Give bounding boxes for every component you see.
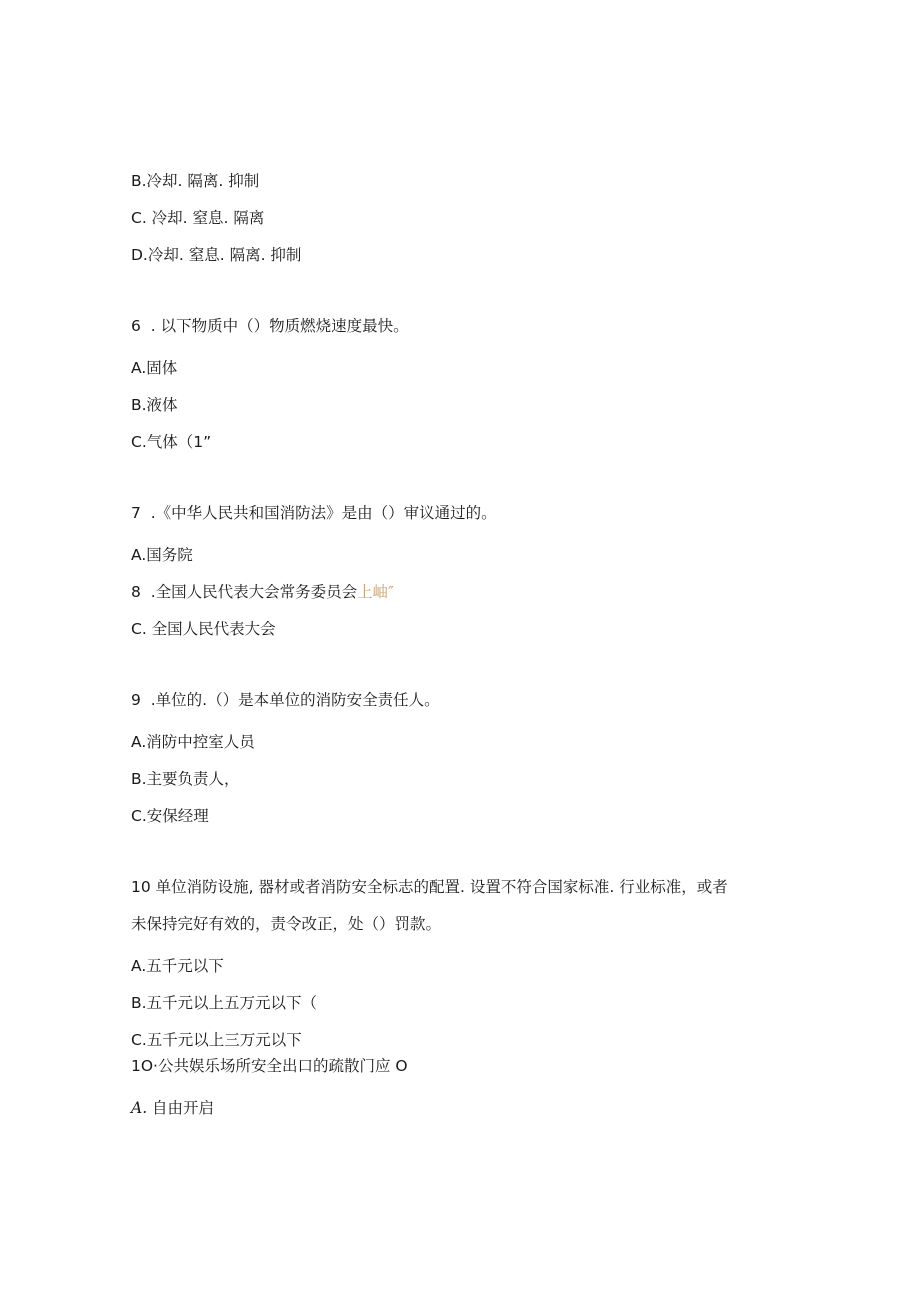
- option-c-q6: C.气体（1”: [131, 433, 212, 451]
- option-c-q10: C.五千元以上三万元以下: [131, 1031, 302, 1049]
- question-10-line1: 10 单位消防设施, 器材或者消防安全标志的配置. 设置不符合国家标准. 行业标准，或者: [131, 878, 728, 896]
- option-a-q10: A.五千元以下: [131, 957, 224, 975]
- question-6: 6 . 以下物质中（）物质燃烧速度最快。: [131, 317, 409, 335]
- option-b-q6: B.液体: [131, 396, 178, 414]
- question-8-line: [131, 582, 394, 602]
- question-8-text: 8 .全国人民代表大会常务委员会: [131, 583, 358, 601]
- option-c-q9: C.安保经理: [131, 807, 209, 825]
- option-d-q5: D.冷却. 窒息. 隔离. 抑制: [131, 246, 302, 264]
- question-9: 9 .单位的.（）是本单位的消防安全责任人。: [131, 691, 440, 709]
- question-7: 7 .《中华人民共和国消防法》是由（）审议通过的。: [131, 504, 497, 522]
- option-c-q5: C. 冷却. 窒息. 隔离: [131, 209, 265, 227]
- option-a-q9: A.消防中控室人员: [131, 733, 255, 751]
- option-b-q5: B.冷却. 隔离. 抑制: [131, 172, 260, 190]
- option-c-q7: C. 全国人民代表大会: [131, 620, 276, 638]
- option-b-q9: B.主要负责人，: [131, 770, 240, 788]
- option-a-q11: [131, 1098, 214, 1118]
- option-a-q11-text: 自由开启: [147, 1099, 215, 1117]
- question-11: 1O·公共娱乐场所安全出口的疏散门应 O: [131, 1057, 408, 1075]
- option-a-q11-letter: A.: [131, 1099, 148, 1117]
- option-a-q7: A.国务院: [131, 546, 193, 564]
- option-a-q6: A.固体: [131, 359, 178, 377]
- option-b-q10: B.五千元以上五万元以下（: [131, 994, 318, 1012]
- question-10-line2: 未保持完好有效的，责令改正，处（）罚款。: [131, 915, 442, 933]
- question-8-faded-text: 上岫″: [357, 583, 394, 601]
